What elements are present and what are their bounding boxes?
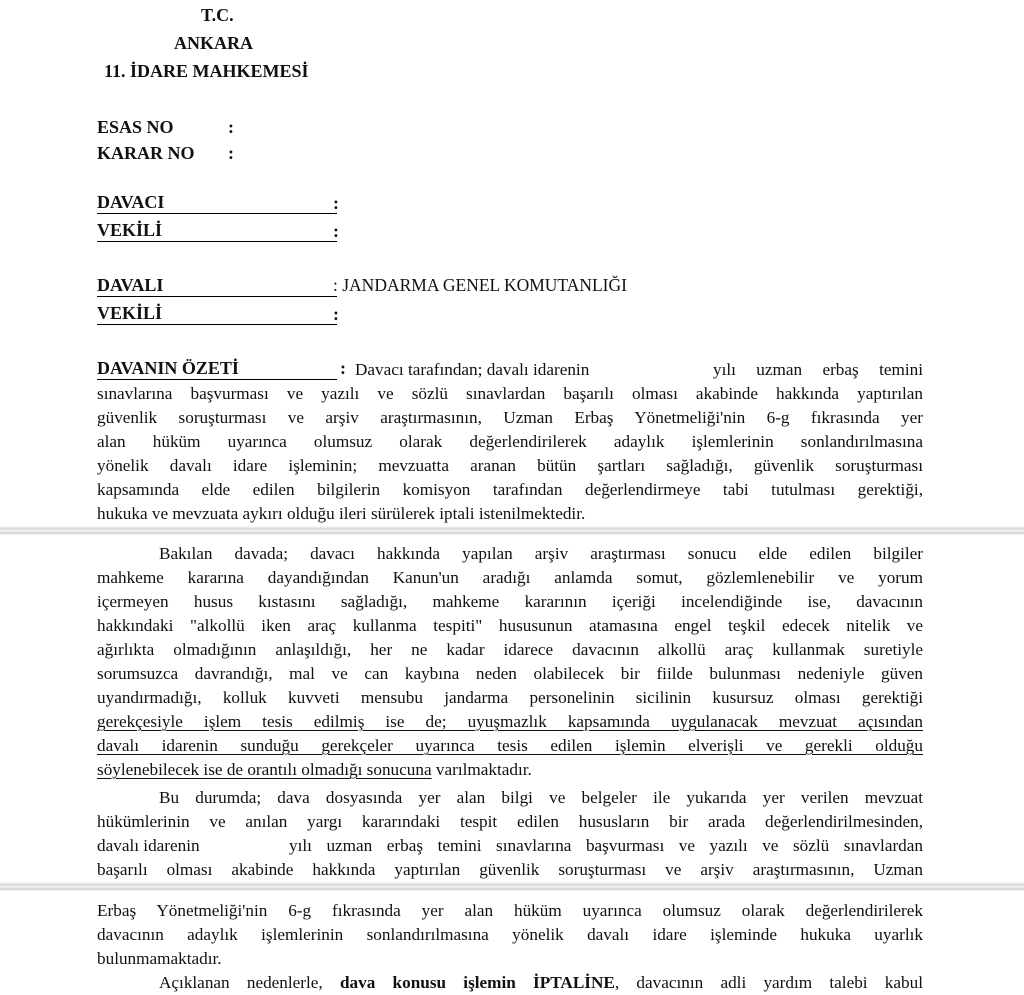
page-seam	[0, 882, 1024, 891]
header-tc: T.C.	[201, 5, 234, 25]
para1-line: hakkındaki "alkollü iken araç kullanma tespiti" hususunun atamasına engel teşkil edecek nitelik ve	[97, 616, 923, 635]
para3-line	[159, 971, 923, 995]
para1-line: sorumsuzca davrandığı, mal ve can kaybına neden olabilecek bir fiilde bulunması nedeniyle güven	[97, 664, 923, 683]
para2-line: bulunmamaktadır.	[97, 949, 222, 968]
court-name: 11. İDARE MAHKEMESİ	[104, 61, 309, 81]
para2-line: hükümlerinin ve anılan yargı kararındaki tespit edilen hususların bir arada değerlendirilmesinden,	[97, 812, 923, 831]
page-seam	[0, 526, 1024, 535]
para1-line: uyandırmadığı, kolluk kuvveti mensubu jandarma personelinin sicilinin kusursuz olması gerektiği	[97, 688, 923, 707]
davaci-vekili-label: VEKİLİ	[97, 220, 337, 242]
para2-line: davacının adaylık işlemlerinin sonlandırılmasına yönelik davalı idare işleminde hukuka uyarlık	[97, 925, 923, 944]
summary-colon: :	[340, 358, 346, 378]
para2-line: başarılı olması akabinde hakkında yaptırılan güvenlik soruşturması ve arşiv araştırmasının, Uzman	[97, 860, 923, 879]
summary-line: yönelik davalı idare işleminin; mevzuatta aranan bütün şartları sağladığı, güvenlik soruşturması	[97, 456, 923, 475]
esas-no-label: ESAS NO	[97, 117, 174, 137]
para2-line: Erbaş Yönetmeliği'nin 6-g fıkrasında yer alan hüküm uyarınca olumsuz olarak değerlendirilerek	[97, 901, 923, 920]
para3-post: , davacının adli yardım talebi kabul	[614, 973, 923, 992]
karar-no-label: KARAR NO	[97, 143, 195, 163]
davali-vekili-label: VEKİLİ	[97, 303, 337, 325]
summary-text-a: Davacı tarafından; davalı idarenin	[355, 360, 590, 379]
para1-underlined-phrase: söylenebilecek ise de orantılı olmadığı sonucuna	[97, 760, 432, 779]
davali-label: DAVALI	[97, 275, 337, 297]
esas-no-colon: :	[228, 117, 234, 137]
para1-line: davalı idarenin sunduğu gerekçeler uyarınca tesis edilen işlemin elverişli ve gerekli olduğu	[97, 736, 923, 755]
header-city: ANKARA	[174, 33, 253, 53]
summary-line: alan hüküm uyarınca olumsuz olarak değerlendirilerek adaylık işlemlerinin sonlandırılmasına	[97, 432, 923, 451]
summary-line: hukuka ve mevzuata aykırı olduğu ileri sürülerek iptali istenilmektedir.	[97, 504, 586, 523]
davaci-vekili-colon: :	[333, 221, 339, 241]
para3-verdict: dava konusu işlemin İPTALİNE	[339, 973, 615, 992]
summary-label: DAVANIN ÖZETİ	[97, 358, 337, 380]
summary-line: sınavlarına başvurması ve yazılı ve sözlü sınavlardan başarılı olması akabinde hakkında yaptırılan	[97, 384, 923, 403]
para1-line: mahkeme kararına dayandığından Kanun'un aradığı anlamda somut, gözlemlenebilir ve yorum	[97, 568, 923, 587]
summary-line: güvenlik soruşturması ve arşiv araştırmasının, Uzman Erbaş Yönetmeliği'nin 6-g fıkrasında yer	[97, 408, 923, 427]
davali-value: : JANDARMA GENEL KOMUTANLIĞI	[333, 275, 627, 295]
summary-text-b: yılı uzman erbaş temini	[713, 360, 923, 379]
davali-vekili-colon: :	[333, 304, 339, 324]
para1-line: içermeyen husus kıstasını sağladığı, mahkeme kararının içeriği incelendiğinde ise, davacının	[97, 592, 923, 611]
para3-pre: Açıklanan nedenlerle,	[159, 973, 340, 992]
davaci-colon: :	[333, 193, 339, 213]
summary-line: kapsamında elde edilen bilgilerin komisyon tarafından değerlendirmeye tabi tutulması gerektiği,	[97, 480, 923, 499]
para1-end-word: varılmaktadır.	[435, 760, 532, 779]
davaci-label: DAVACI	[97, 192, 337, 214]
para1-line: Bakılan davada; davacı hakkında yapılan arşiv araştırması sonucu elde edilen bilgiler	[159, 544, 923, 563]
para1-line: gerekçesiyle işlem tesis edilmiş ise de; uyuşmazlık kapsamında uygulanacak mevzuat açısından	[97, 712, 923, 731]
karar-no-colon: :	[228, 143, 234, 163]
para2-line3-b: yılı uzman erbaş temini sınavlarına başvurması ve yazılı ve sözlü sınavlardan	[289, 836, 923, 855]
para2-line: Bu durumda; dava dosyasında yer alan bilgi ve belgeler ile yukarıda yer verilen mevzuat	[159, 788, 923, 807]
para2-line3-a: davalı idarenin	[97, 836, 200, 855]
para1-line: ağırlıkta olmadığının anlaşıldığı, her ne kadar idarece davacının alkollü araç kullanmak suretiyle	[97, 640, 923, 659]
para1-last-line	[97, 758, 532, 782]
